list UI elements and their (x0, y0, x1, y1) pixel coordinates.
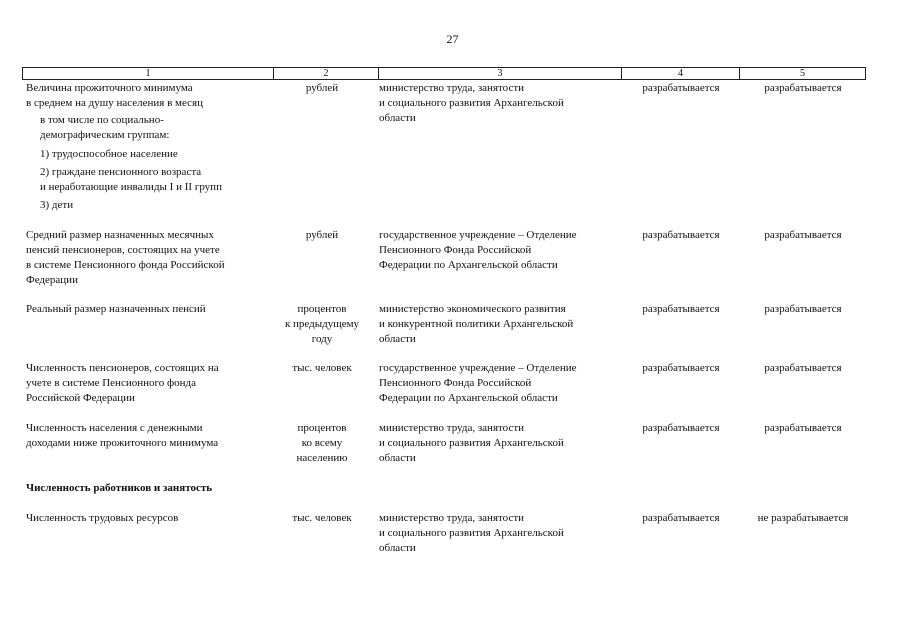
indicator-line: в системе Пенсионного фонда Российской (26, 259, 225, 271)
col5-cell: разрабатывается (764, 82, 842, 94)
unit-line: году (311, 333, 333, 345)
indicator-line: Российской Федерации (26, 392, 135, 404)
source-line: Федерации по Архангельской области (379, 392, 558, 404)
sub-item-line: в том числе по социально- (40, 114, 164, 126)
header-col-1: 1 (23, 68, 274, 80)
source-line: и социального развития Архангельской (379, 97, 564, 109)
unit-cell (274, 302, 370, 347)
header-col-5: 5 (740, 68, 866, 80)
col5-cell: разрабатывается (764, 229, 842, 241)
unit-line: рублей (305, 229, 339, 241)
source-line: и социального развития Архангельской (379, 437, 564, 449)
source-line: государственное учреждение – Отделение (379, 362, 577, 374)
table-header (22, 67, 866, 80)
unit-line: рублей (305, 82, 339, 94)
unit-cell (274, 81, 370, 96)
indicator-cell (26, 302, 206, 317)
unit-line: к предыдущему (284, 318, 360, 330)
source-cell (379, 511, 564, 556)
col4-cell: разрабатывается (642, 303, 720, 315)
unit-cell (274, 361, 370, 376)
col5-cell: разрабатывается (764, 303, 842, 315)
sub-item-line: демографическим группам: (40, 129, 170, 141)
source-cell (379, 228, 577, 273)
source-line: министерство труда, занятости (379, 422, 525, 434)
indicator-line: Реальный размер назначенных пенсий (26, 303, 206, 315)
sub-item (40, 198, 73, 213)
source-line: министерство экономического развития (379, 303, 566, 315)
header-col-2: 2 (274, 68, 379, 80)
source-line: министерство труда, занятости (379, 512, 525, 524)
header-col-4: 4 (622, 68, 740, 80)
indicator-line: Численность пенсионеров, состоящих на (26, 362, 219, 374)
sub-item-line: и неработающие инвалиды I и II групп (40, 181, 222, 193)
sub-item-line: 2) граждане пенсионного возраста (40, 166, 202, 178)
unit-line: тыс. человек (292, 362, 352, 374)
unit-line: процентов (297, 422, 347, 434)
source-line: и социального развития Архангельской (379, 527, 564, 539)
unit-line: населению (296, 452, 348, 464)
sub-item-line: 3) дети (40, 199, 74, 211)
unit-cell (274, 228, 370, 243)
indicator-line: Средний размер назначенных месячных (26, 229, 214, 241)
source-line: и конкурентной политики Архангельской (379, 318, 574, 330)
indicator-cell (26, 81, 203, 111)
page-number: 27 (446, 32, 459, 46)
indicator-line: пенсий пенсионеров, состоящих на учете (26, 244, 220, 256)
sub-item (40, 113, 169, 143)
source-cell (379, 361, 577, 406)
unit-line: ко всему (301, 437, 343, 449)
source-line: Пенсионного Фонда Российской (379, 377, 532, 389)
source-cell (379, 302, 573, 347)
unit-line: тыс. человек (292, 512, 352, 524)
col4-cell: разрабатывается (642, 362, 720, 374)
sub-item (40, 165, 222, 195)
unit-cell (274, 511, 370, 526)
indicator-line: в среднем на душу населения в месяц (26, 97, 203, 109)
sub-item-line: 1) трудоспособное население (40, 148, 178, 160)
col4-cell: разрабатывается (642, 422, 720, 434)
col5-cell: разрабатывается (764, 362, 842, 374)
indicator-line: учете в системе Пенсионного фонда (26, 377, 196, 389)
col5-cell: разрабатывается (764, 422, 842, 434)
col4-cell: разрабатывается (642, 229, 720, 241)
sub-item (40, 147, 178, 162)
indicator-cell (26, 228, 225, 288)
source-cell (379, 421, 564, 466)
col4-cell: разрабатывается (642, 512, 720, 524)
indicator-line: доходами ниже прожиточного минимума (26, 437, 219, 449)
source-line: Федерации по Архангельской области (379, 259, 558, 271)
indicator-line: Численность населения с денежными (26, 422, 203, 434)
header-col-3: 3 (379, 68, 622, 80)
section-heading: Численность работников и занятость (26, 482, 213, 494)
source-line: области (379, 542, 416, 554)
unit-line: процентов (297, 303, 347, 315)
source-line: министерство труда, занятости (379, 82, 525, 94)
col4-cell: разрабатывается (642, 82, 720, 94)
indicator-line: Численность трудовых ресурсов (26, 512, 179, 524)
col5-cell: не разрабатывается (757, 512, 849, 524)
indicator-cell (26, 511, 178, 526)
source-line: области (379, 112, 416, 124)
indicator-cell (26, 421, 218, 451)
source-cell (379, 81, 564, 126)
source-line: Пенсионного Фонда Российской (379, 244, 532, 256)
unit-cell (274, 421, 370, 466)
source-line: государственное учреждение – Отделение (379, 229, 577, 241)
source-line: области (379, 333, 416, 345)
source-line: области (379, 452, 416, 464)
indicator-line: Величина прожиточного минимума (26, 82, 193, 94)
indicator-cell (26, 361, 219, 406)
indicator-line: Федерации (26, 274, 78, 286)
